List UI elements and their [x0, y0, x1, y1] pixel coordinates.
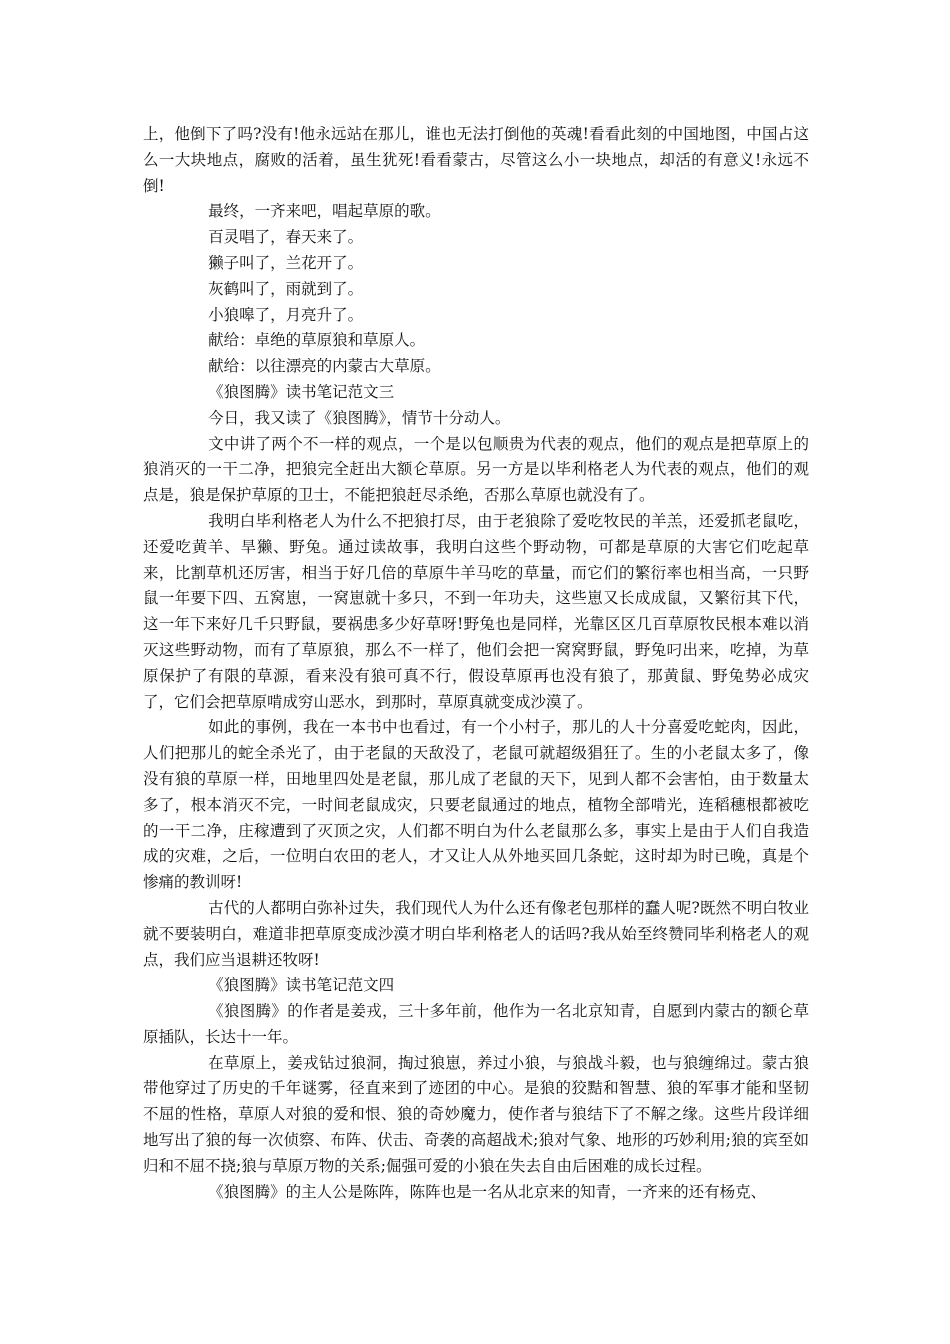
- paragraph: 如此的事例，我在一本书中也看过，有一个小村子，那儿的人十分喜爱吃蛇肉，因此，人们把那儿的蛇全杀光了，由于老鼠的天敌没了，老鼠可就超级猖狂了。生的小老鼠太多了，像没有狼的草原一样，田地里四处是老鼠，那儿成了老鼠的天下，见到人都不会害怕，由于数量太多了，根本消灭不完，一时间老鼠成灾，只要老鼠通过的地点，植物全部啃光，连稻穗根都被吃的一干二净，庄稼遭到了灭顶之灾，人们都不明白为什么老鼠那么多，事实上是由于人们自我造成的灾难，之后，一位明白农田的老人，才又让人从外地买回几条蛇，这时却为时已晚，真是个惨痛的教训呀!: [143, 718, 809, 892]
- paragraph: 最终，一齐来吧，唱起草原的歌。: [208, 202, 441, 221]
- paragraph: 献给：卓绝的草原狼和草原人。: [208, 331, 426, 350]
- paragraph: 《狼图腾》的主人公是陈阵，陈阵也是一名从北京来的知青，一齐来的还有杨克、: [208, 1182, 767, 1201]
- section-heading: 《狼图腾》读书笔记范文四: [208, 976, 395, 995]
- paragraph: 献给：以往漂亮的内蒙古大草原。: [208, 357, 441, 376]
- paragraph: 我明白毕利格老人为什么不把狼打尽，由于老狼除了爱吃牧民的羊羔，还爱抓老鼠吃，还爱吃黄羊、旱獭、野兔。通过读故事，我明白这些个野动物，可都是草原的大害它们吃起草来，比割草机还厉害，相当于好几倍的草原牛羊马吃的草量，而它们的繁衍率也相当高，一只野鼠一年要下四、五窝崽，一窝崽就十多只，不到一年功夫，这些崽又长成成鼠，又繁衍其下代，这一年下来好几千只野鼠，要祸患多少好草呀!野兔也是同样，光靠区区几百草原牧民根本难以消灭这些野动物，而有了草原狼，那么不一样了，他们会把一窝窝野鼠，野兔叼出来，吃掉，为草原保护了有限的草源，看来没有狼可真不行，假设草原再也没有狼了，那黄鼠、野兔势必成灾了，它们会把草原啃成穷山恶水，到那时，草原真就变成沙漠了。: [143, 511, 809, 711]
- paragraph: 在草原上，姜戎钻过狼洞，掏过狼崽，养过小狼，与狼战斗毅，也与狼缠绵过。蒙古狼带他穿过了历史的千年谜雾，径直来到了迹团的中心。是狼的狡黠和智慧、狼的军事才能和坚韧不屈的性格，草原人对狼的爱和恨、狼的奇妙魔力，使作者与狼结下了不解之缘。这些片段详细地写出了狼的每一次侦察、布阵、伏击、奇袭的高超战术;狼对气象、地形的巧妙利用;狼的宾至如归和不屈不挠;狼与草原万物的关系;倔强可爱的小狼在失去自由后困难的成长过程。: [143, 1053, 809, 1175]
- paragraph: 今日，我又读了《狼图腾》，情节十分动人。: [208, 408, 511, 427]
- paragraph: 小狼嗥了，月亮升了。: [208, 305, 364, 324]
- section-heading: 《狼图腾》读书笔记范文三: [208, 382, 395, 401]
- paragraph: 獭子叫了，兰花开了。: [208, 253, 364, 272]
- document-page: [143, 122, 809, 1205]
- paragraph: 上，他倒下了吗?没有!他永远站在那儿，谁也无法打倒他的英魂!看看此刻的中国地图，中国占这么一大块地点，腐败的活着，虽生犹死!看看蒙古，尽管这么小一块地点，却活的有意义!永远不倒!: [143, 125, 809, 195]
- paragraph: 古代的人都明白弥补过失，我们现代人为什么还有像老包那样的蠢人呢?既然不明白牧业就不要装明白，难道非把草原变成沙漠才明白毕利格老人的话吗?我从始至终赞同毕利格老人的观点，我们应当退耕还牧呀!: [143, 898, 809, 969]
- paragraph: 文中讲了两个不一样的观点，一个是以包顺贵为代表的观点，他们的观点是把草原上的狼消灭的一干二净，把狼完全赶出大额仑草原。另一方是以毕利格老人为代表的观点，他们的观点是，狼是保护草原的卫士，不能把狼赶尽杀绝，否那么草原也就没有了。: [143, 434, 809, 505]
- paragraph: 百灵唱了，春天来了。: [208, 228, 364, 247]
- paragraph: 灰鹤叫了，雨就到了。: [208, 279, 364, 298]
- paragraph: 《狼图腾》的作者是姜戎，三十多年前，他作为一名北京知青，自愿到内蒙古的额仑草原插队，长达十一年。: [143, 1002, 809, 1046]
